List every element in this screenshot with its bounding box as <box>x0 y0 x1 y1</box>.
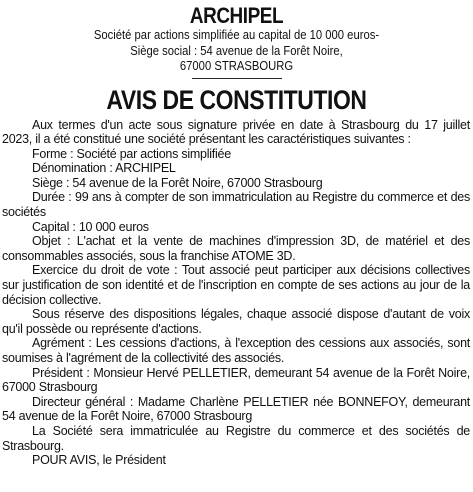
paragraph-signature: POUR AVIS, le Président <box>32 453 166 468</box>
paragraph-object: Objet : L'achat et la vente de machines d'impression 3D, de matériel et des consommables associés, sous la franchise ATOME 3D. <box>2 234 470 263</box>
header-capital-line: Société par actions simplifiée au capital de 10 000 euros- <box>93 28 380 42</box>
paragraph-general-director: Directeur général : Madame Charlène PELLETIER née BONNEFOY, demeurant 54 avenue de la Forêt Noire, 67000 Strasbourg <box>2 394 470 424</box>
paragraph-approval: Agrément : Les cessions d'actions, à l'exception des cessions aux associés, sont soumises à l'agrément de la collectivité des associés. <box>2 336 470 365</box>
paragraph-duration: Durée : 99 ans à compter de son immatriculation au Registre du commerce et des sociétés <box>2 190 470 220</box>
paragraph-denomination: Dénomination : ARCHIPEL <box>32 161 176 176</box>
header-city-line: 67000 STRASBOURG <box>179 59 294 73</box>
notice-title: AVIS DE CONSTITUTION <box>106 84 367 115</box>
paragraph-registration: La Société sera immatriculée au Registre du commerce et des sociétés de Strasbourg. <box>2 423 470 453</box>
header-separator <box>192 78 282 79</box>
paragraph-capital: Capital : 10 000 euros <box>32 219 149 234</box>
paragraph-votes: Sous réserve des dispositions légales, chaque associé dispose d'autant de voix qu'il possède ou représente d'actions. <box>2 307 470 336</box>
paragraph-seat: Siège : 54 avenue de la Forêt Noire, 67000 Strasbourg <box>32 175 323 190</box>
paragraph-form: Forme : Société par actions simplifiée <box>32 146 231 161</box>
paragraph-voting-right: Exercice du droit de vote : Tout associé peut participer aux décisions collectives sur justification de son identité et de l'inscription en compte de ses actions au jour de la décision collective. <box>2 263 470 307</box>
header-address-line: Siège social : 54 avenue de la Forêt Noire, <box>130 43 343 58</box>
paragraph-president: Président : Monsieur Hervé PELLETIER, demeurant 54 avenue de la Forêt Noire, 67000 Strasbourg <box>2 365 470 395</box>
company-name: ARCHIPEL <box>189 3 284 28</box>
legal-notice-page <box>0 4 473 492</box>
notice-body <box>0 118 473 468</box>
paragraph-intro: Aux termes d'un acte sous signature privée en date à Strasbourg du 17 juillet 2023, il a été constitué une société présentant les caractéristiques suivantes : <box>2 117 470 147</box>
